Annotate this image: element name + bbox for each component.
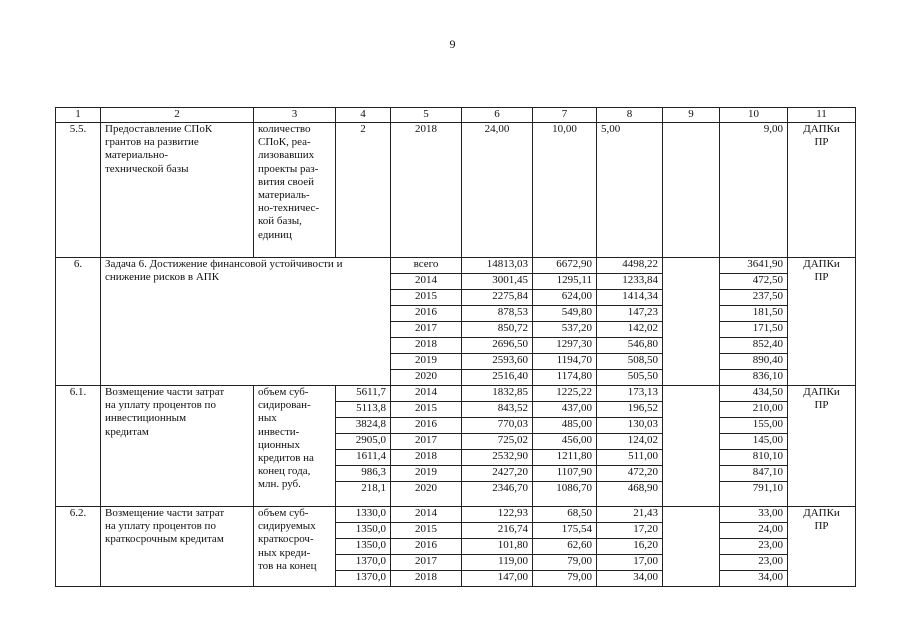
- col10-cell: 3641,90: [720, 258, 788, 274]
- indicator-value: 1611,4: [336, 450, 391, 466]
- col7-cell: 62,60: [533, 539, 597, 555]
- indicator-value: 218,1: [336, 482, 391, 507]
- executor-cell: [788, 386, 856, 507]
- year-cell: 2020: [391, 482, 462, 507]
- year-cell: всего: [391, 258, 462, 274]
- column-header: 2: [101, 108, 254, 123]
- text-line: ционных: [258, 438, 300, 451]
- column-header-row: [56, 108, 856, 123]
- col8-cell: 196,52: [597, 402, 663, 418]
- text-line: ПР: [814, 136, 829, 149]
- col7-cell: 549,80: [533, 306, 597, 322]
- table-row-6-1: [56, 386, 856, 402]
- col8-cell: 17,00: [597, 555, 663, 571]
- table-row-6-2: [56, 507, 856, 523]
- col10-cell: 9,00: [720, 123, 788, 258]
- year-cell: 2018: [391, 338, 462, 354]
- col8-cell: 130,03: [597, 418, 663, 434]
- text-line: ДАПКи: [803, 386, 840, 398]
- text-line: тов на конец: [258, 559, 317, 572]
- col7-cell: 456,00: [533, 434, 597, 450]
- page-number: 9: [449, 37, 456, 51]
- table-row-task-6: [56, 258, 856, 274]
- col7-cell: 485,00: [533, 418, 597, 434]
- col8-cell: 546,80: [597, 338, 663, 354]
- indicator-name: [254, 123, 336, 258]
- col10-cell: 33,00: [720, 507, 788, 523]
- program-table: [55, 107, 856, 587]
- column-header: 8: [597, 108, 663, 123]
- col7-cell: 68,50: [533, 507, 597, 523]
- total-cell: 2427,20: [462, 466, 533, 482]
- text-line: сидирован-: [258, 399, 311, 412]
- col10-cell: 472,50: [720, 274, 788, 290]
- year-cell: 2019: [391, 466, 462, 482]
- indicator-value: 1370,0: [336, 571, 391, 587]
- year-cell: 2014: [391, 507, 462, 523]
- column-header: 4: [336, 108, 391, 123]
- col7-cell: 79,00: [533, 555, 597, 571]
- text-line: Предоставление СПоК: [105, 123, 213, 135]
- text-line: количество: [258, 123, 311, 135]
- col7-cell: 10,00: [533, 123, 597, 258]
- col8-cell: 511,00: [597, 450, 663, 466]
- col8-cell: 1233,84: [597, 274, 663, 290]
- indicator-name: [254, 386, 336, 507]
- col7-cell: 537,20: [533, 322, 597, 338]
- row-number: 6.2.: [56, 507, 101, 587]
- total-cell: 3001,45: [462, 274, 533, 290]
- total-cell: 24,00: [462, 123, 533, 258]
- year-cell: 2017: [391, 322, 462, 338]
- col10-cell: 145,00: [720, 434, 788, 450]
- indicator-value: 3824,8: [336, 418, 391, 434]
- col10-cell: 434,50: [720, 386, 788, 402]
- text-line: материально-: [105, 149, 169, 162]
- col8-cell: 147,23: [597, 306, 663, 322]
- year-cell: 2017: [391, 434, 462, 450]
- col7-cell: 1086,70: [533, 482, 597, 507]
- text-line: лизовавших: [258, 149, 315, 162]
- column-header: 3: [254, 108, 336, 123]
- text-line: ДАПКи: [803, 258, 840, 270]
- year-cell: 2015: [391, 523, 462, 539]
- text-line: вития своей: [258, 175, 314, 188]
- col7-cell: 6672,90: [533, 258, 597, 274]
- text-line: материаль-: [258, 188, 310, 201]
- total-cell: 878,53: [462, 306, 533, 322]
- col9-cell: [663, 386, 720, 507]
- col8-cell: 34,00: [597, 571, 663, 587]
- year-cell: 2016: [391, 306, 462, 322]
- year-cell: 2016: [391, 418, 462, 434]
- col7-cell: 437,00: [533, 402, 597, 418]
- total-cell: 2532,90: [462, 450, 533, 466]
- indicator-value: 1370,0: [336, 555, 391, 571]
- col8-cell: 173,13: [597, 386, 663, 402]
- total-cell: 2346,70: [462, 482, 533, 507]
- year-cell: 2017: [391, 555, 462, 571]
- col8-cell: 468,90: [597, 482, 663, 507]
- row-number: 5.5.: [56, 123, 101, 258]
- text-line: ПР: [814, 399, 829, 412]
- text-line: ПР: [814, 271, 829, 284]
- text-line: СПоК, реа-: [258, 136, 311, 149]
- year-cell: 2018: [391, 450, 462, 466]
- col10-cell: 836,10: [720, 370, 788, 386]
- col7-cell: 1174,80: [533, 370, 597, 386]
- executor-cell: [788, 123, 856, 258]
- col8-cell: 5,00: [597, 123, 663, 258]
- column-header: 5: [391, 108, 462, 123]
- total-cell: 119,00: [462, 555, 533, 571]
- year-cell: 2016: [391, 539, 462, 555]
- col8-cell: 505,50: [597, 370, 663, 386]
- year-cell: 2015: [391, 290, 462, 306]
- indicator-value: 2: [336, 123, 391, 258]
- column-header: 1: [56, 108, 101, 123]
- total-cell: 2593,60: [462, 354, 533, 370]
- text-line: млн. руб.: [258, 478, 301, 491]
- col7-cell: 1225,22: [533, 386, 597, 402]
- col9-cell: [663, 258, 720, 386]
- text-line: Задача 6. Достижение финансовой устойчивости и: [105, 258, 343, 270]
- text-line: ПР: [814, 520, 829, 533]
- col10-cell: 210,00: [720, 402, 788, 418]
- text-line: краткосроч-: [258, 533, 314, 546]
- year-cell: 2020: [391, 370, 462, 386]
- column-header: 10: [720, 108, 788, 123]
- total-cell: 216,74: [462, 523, 533, 539]
- total-cell: 147,00: [462, 571, 533, 587]
- indicator-value: 1330,0: [336, 507, 391, 523]
- col10-cell: 24,00: [720, 523, 788, 539]
- col10-cell: 847,10: [720, 466, 788, 482]
- col9-cell: [663, 123, 720, 258]
- indicator-name: [254, 507, 336, 587]
- total-cell: 122,93: [462, 507, 533, 523]
- text-line: технической базы: [105, 162, 189, 175]
- indicator-value: 1350,0: [336, 539, 391, 555]
- col7-cell: 175,54: [533, 523, 597, 539]
- col8-cell: 4498,22: [597, 258, 663, 274]
- indicator-value: 986,3: [336, 466, 391, 482]
- measure-name: [101, 386, 254, 507]
- text-line: краткосрочным кредитам: [105, 533, 224, 546]
- col8-cell: 17,20: [597, 523, 663, 539]
- col10-cell: 791,10: [720, 482, 788, 507]
- column-header: 7: [533, 108, 597, 123]
- col10-cell: 23,00: [720, 555, 788, 571]
- col8-cell: 142,02: [597, 322, 663, 338]
- column-header: 6: [462, 108, 533, 123]
- year-cell: 2014: [391, 274, 462, 290]
- total-cell: 101,80: [462, 539, 533, 555]
- text-line: кой базы,: [258, 215, 302, 228]
- column-header: 9: [663, 108, 720, 123]
- text-line: Возмещение части затрат: [105, 386, 225, 398]
- text-line: проекты раз-: [258, 162, 319, 175]
- text-line: кредитов на: [258, 451, 314, 464]
- text-line: ДАПКи: [803, 123, 840, 135]
- col8-cell: 508,50: [597, 354, 663, 370]
- col8-cell: 21,43: [597, 507, 663, 523]
- col10-cell: 890,40: [720, 354, 788, 370]
- text-line: Возмещение части затрат: [105, 507, 225, 519]
- col10-cell: 34,00: [720, 571, 788, 587]
- row-number: 6.: [56, 258, 101, 386]
- col8-cell: 124,02: [597, 434, 663, 450]
- total-cell: 725,02: [462, 434, 533, 450]
- col10-cell: 237,50: [720, 290, 788, 306]
- measure-name: [101, 123, 254, 258]
- col10-cell: 852,40: [720, 338, 788, 354]
- col10-cell: 181,50: [720, 306, 788, 322]
- year-cell: 2019: [391, 354, 462, 370]
- column-header: 11: [788, 108, 856, 123]
- text-line: объем суб-: [258, 386, 309, 398]
- text-line: грантов на развитие: [105, 136, 199, 149]
- text-line: на уплату процентов по: [105, 520, 216, 533]
- year-cell: 2018: [391, 571, 462, 587]
- col10-cell: 155,00: [720, 418, 788, 434]
- text-line: снижение рисков в АПК: [105, 271, 220, 284]
- row-number: 6.1.: [56, 386, 101, 507]
- executor-cell: [788, 507, 856, 587]
- indicator-value: 2905,0: [336, 434, 391, 450]
- text-line: кредитам: [105, 425, 149, 438]
- text-line: единиц: [258, 228, 292, 241]
- indicator-value: 5113,8: [336, 402, 391, 418]
- total-cell: 2275,84: [462, 290, 533, 306]
- text-line: конец года,: [258, 465, 311, 478]
- total-cell: 1832,85: [462, 386, 533, 402]
- total-cell: 850,72: [462, 322, 533, 338]
- total-cell: 843,52: [462, 402, 533, 418]
- table-row-5-5: [56, 123, 856, 258]
- total-cell: 2696,50: [462, 338, 533, 354]
- text-line: но-техничес-: [258, 202, 320, 215]
- total-cell: 2516,40: [462, 370, 533, 386]
- total-cell: 770,03: [462, 418, 533, 434]
- task-name: [101, 258, 391, 386]
- year-cell: 2018: [391, 123, 462, 258]
- col7-cell: 1107,90: [533, 466, 597, 482]
- col7-cell: 1211,80: [533, 450, 597, 466]
- text-line: на уплату процентов по: [105, 399, 216, 412]
- text-line: инвести-: [258, 425, 300, 438]
- col10-cell: 810,10: [720, 450, 788, 466]
- indicator-value: 1350,0: [336, 523, 391, 539]
- executor-cell: [788, 258, 856, 386]
- col9-cell: [663, 507, 720, 587]
- col7-cell: 1297,30: [533, 338, 597, 354]
- text-line: инвестиционным: [105, 412, 187, 425]
- col8-cell: 472,20: [597, 466, 663, 482]
- text-line: ных креди-: [258, 546, 311, 559]
- text-line: ных: [258, 412, 277, 425]
- col10-cell: 23,00: [720, 539, 788, 555]
- col7-cell: 1295,11: [533, 274, 597, 290]
- indicator-value: 5611,7: [336, 386, 391, 402]
- col7-cell: 79,00: [533, 571, 597, 587]
- text-line: объем суб-: [258, 507, 309, 519]
- measure-name: [101, 507, 254, 587]
- col10-cell: 171,50: [720, 322, 788, 338]
- total-cell: 14813,03: [462, 258, 533, 274]
- col7-cell: 1194,70: [533, 354, 597, 370]
- year-cell: 2015: [391, 402, 462, 418]
- col8-cell: 16,20: [597, 539, 663, 555]
- col7-cell: 624,00: [533, 290, 597, 306]
- col8-cell: 1414,34: [597, 290, 663, 306]
- text-line: ДАПКи: [803, 507, 840, 519]
- year-cell: 2014: [391, 386, 462, 402]
- text-line: сидируемых: [258, 520, 316, 533]
